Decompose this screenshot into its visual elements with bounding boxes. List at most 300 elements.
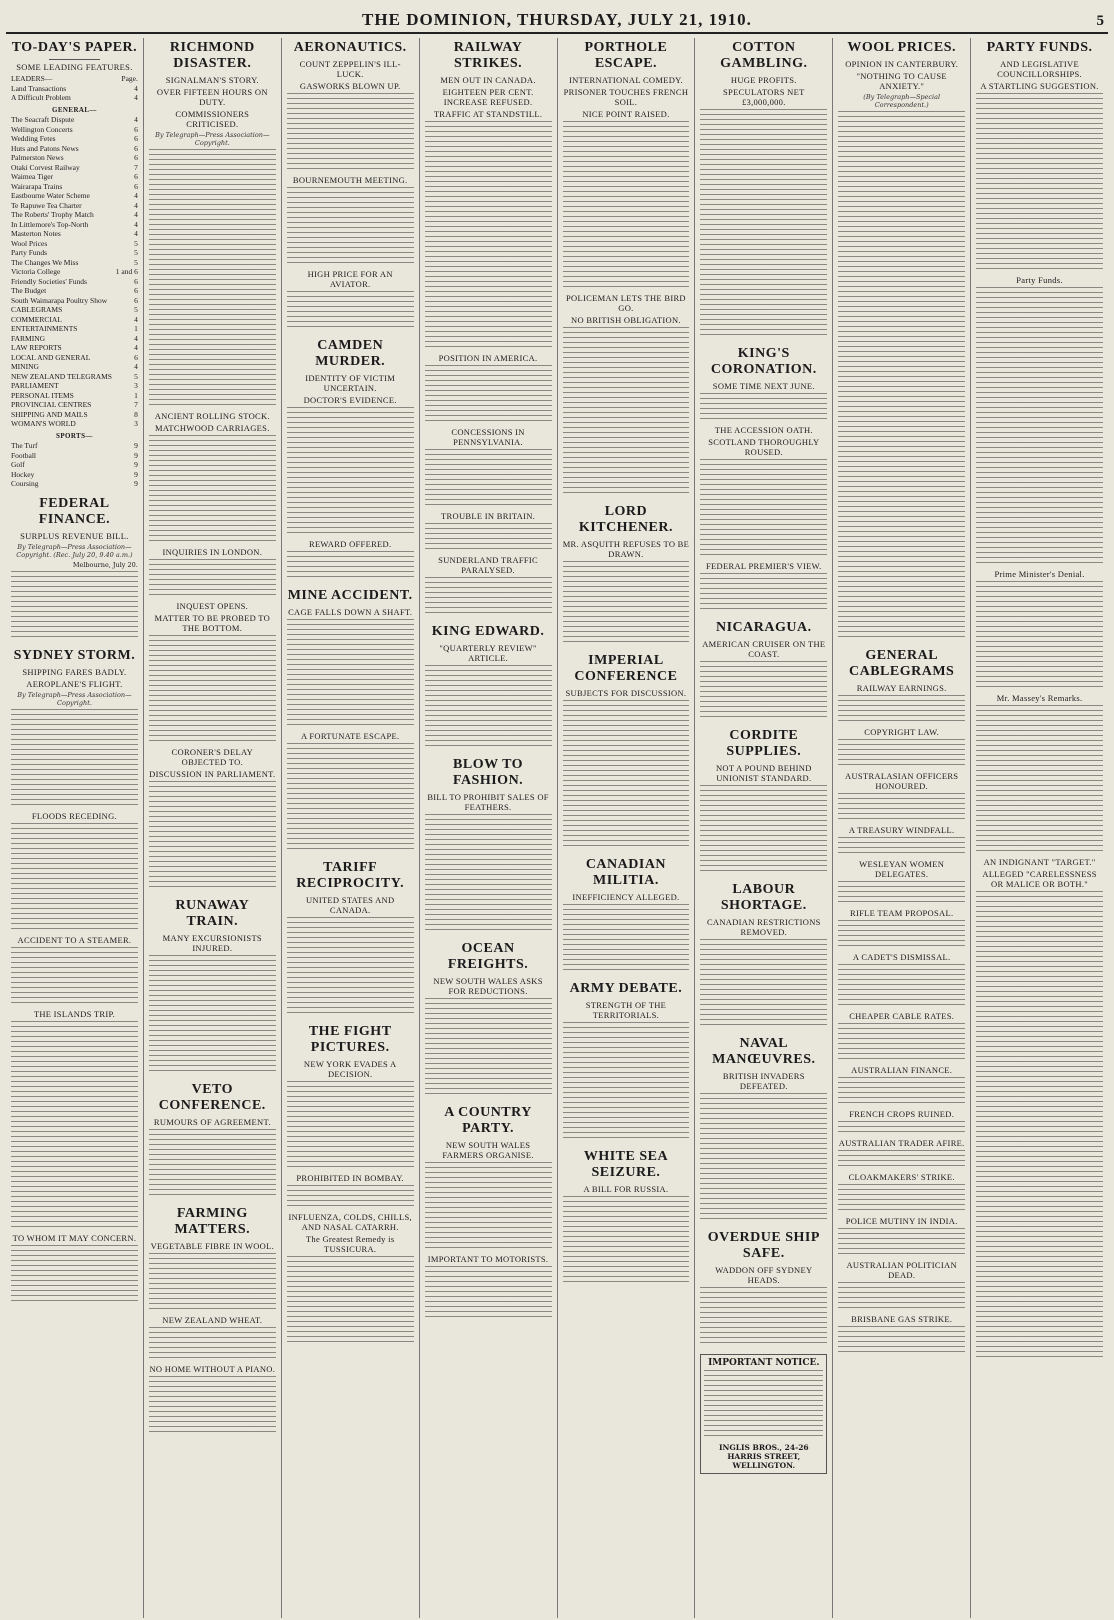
subheading: MR. ASQUITH REFUSES TO BE DRAWN. <box>562 539 690 559</box>
headline: ARMY DEBATE. <box>569 981 683 996</box>
toc-row <box>11 353 138 363</box>
column-6 <box>695 38 833 1618</box>
headline: KING EDWARD. <box>431 624 545 639</box>
toc-page: 7 <box>134 400 138 409</box>
subheading: MEN OUT IN CANADA. <box>440 75 536 85</box>
subheading: WADDON OFF SYDNEY HEADS. <box>715 1265 813 1285</box>
body-text <box>287 1256 414 1346</box>
article-mine-accident <box>287 588 414 853</box>
toc-row <box>11 391 138 401</box>
subheading: POSITION IN AMERICA. <box>438 353 538 363</box>
body-text <box>149 435 276 545</box>
subheading: A BILL FOR RUSSIA. <box>583 1184 669 1194</box>
subheading: HIGH PRICE FOR AN AVIATOR. <box>307 269 393 289</box>
body-text <box>838 1121 965 1136</box>
headline: NAVAL MANŒUVRES. <box>712 1036 816 1067</box>
article-tariff-reciprocity <box>287 860 414 1017</box>
subheading: COPYRIGHT LAW. <box>864 727 940 737</box>
subheading: EIGHTEEN PER CENT. INCREASE REFUSED. <box>442 87 534 107</box>
body-text <box>700 393 827 423</box>
article-party-funds <box>976 40 1103 1361</box>
toc-label: Friendly Societies' Funds <box>11 276 87 286</box>
article-sydney-storm <box>11 648 138 1305</box>
body-text <box>11 709 138 809</box>
toc-subtitle: SOME LEADING FEATURES. <box>16 62 133 72</box>
article-camden-murder <box>287 338 414 581</box>
headline: CAMDEN MURDER. <box>315 338 386 369</box>
subheading: A FORTUNATE ESCAPE. <box>300 731 400 741</box>
column-3 <box>282 38 420 1618</box>
body-text <box>563 327 690 497</box>
masthead-title: THE DOMINION, THURSDAY, JULY 21, 1910. <box>362 10 752 29</box>
toc-title: TO-DAY'S PAPER. <box>11 40 138 55</box>
toc-row <box>11 305 138 315</box>
headline: IMPERIAL CONFERENCE <box>574 653 678 684</box>
body-text <box>149 149 276 409</box>
article-runaway-train <box>149 898 276 1075</box>
headline: PARTY FUNDS. <box>986 40 1093 55</box>
toc-row <box>11 324 138 334</box>
article-ocean-freights <box>425 941 552 1098</box>
headline: COTTON GAMBLING. <box>720 40 808 71</box>
toc-section-heading: SPORTS— <box>56 431 93 440</box>
subheading: PROHIBITED IN BOMBAY. <box>296 1173 404 1183</box>
headline: THE FIGHT PICTURES. <box>308 1024 392 1055</box>
toc-page: 5 <box>134 371 138 381</box>
subheading: RIFLE TEAM PROPOSAL. <box>850 908 954 918</box>
article-kings-coronation <box>700 346 827 613</box>
dateline: By Telegraph—Press Association—Copyright. <box>155 131 270 147</box>
column-1 <box>6 38 144 1618</box>
body-text <box>700 661 827 721</box>
body-text <box>287 551 414 581</box>
body-text <box>838 881 965 906</box>
body-text <box>838 837 965 857</box>
subheading: CAGE FALLS DOWN A SHAFT. <box>288 607 413 617</box>
body-text <box>563 1022 690 1142</box>
headline: CANADIAN MILITIA. <box>585 857 667 888</box>
subheading: FLOODS RECEDING. <box>31 810 117 821</box>
toc-label: South Waimarapa Poultry Show <box>11 295 108 305</box>
toc-row <box>11 296 138 306</box>
subheading: NEW YORK EVADES A DECISION. <box>303 1059 397 1079</box>
toc-label: COMMERCIAL <box>11 314 62 324</box>
article-porthole-escape <box>563 40 690 497</box>
headline: A COUNTRY PARTY. <box>444 1105 532 1136</box>
subheading: SIGNALMAN'S STORY. <box>165 75 259 85</box>
body-text <box>149 781 276 891</box>
article-labour-shortage <box>700 882 827 1029</box>
toc-row <box>11 115 138 125</box>
body-text <box>425 1266 552 1321</box>
body-text <box>838 1228 965 1258</box>
subheading: "NOTHING TO CAUSE ANXIETY." <box>856 71 947 91</box>
toc-page: 6 <box>134 153 138 162</box>
subheading: MANY EXCURSIONISTS INJURED. <box>162 933 262 953</box>
toc-row <box>11 220 138 230</box>
toc-row <box>11 248 138 258</box>
toc-row <box>11 286 138 296</box>
toc-list <box>11 74 138 489</box>
toc-label: The Budget <box>11 286 47 295</box>
toc-row <box>11 191 138 201</box>
toc-page: 4 <box>134 314 138 324</box>
toc-row <box>11 201 138 211</box>
subheading: NICE POINT RAISED. <box>582 109 670 119</box>
body-text <box>838 1023 965 1063</box>
article-king-edward <box>425 624 552 750</box>
subheading: THE ACCESSION OATH. <box>714 425 813 435</box>
subheading: CANADIAN RESTRICTIONS REMOVED. <box>706 917 821 937</box>
toc-label: The Turf <box>11 441 38 450</box>
body-text <box>700 939 827 1029</box>
article-imperial-conference <box>563 653 690 850</box>
toc-page: 7 <box>134 162 138 172</box>
body-text <box>838 1326 965 1356</box>
subheading: INTERNATIONAL COMEDY. <box>568 75 683 85</box>
toc-page: 5 <box>134 305 138 314</box>
body-text <box>149 955 276 1075</box>
subheading: POLICEMAN LETS THE BIRD GO. <box>566 293 686 313</box>
body-text <box>838 739 965 769</box>
subheading: NEW SOUTH WALES ASKS FOR REDUCTIONS. <box>433 976 543 996</box>
toc-page: 6 <box>134 143 138 153</box>
subheading: INQUIRIES IN LONDON. <box>162 547 263 557</box>
masthead <box>6 0 1108 34</box>
subheading: CLOAKMAKERS' STRIKE. <box>848 1172 955 1182</box>
toc-page: 9 <box>134 479 138 488</box>
subheading: OVER FIFTEEN HOURS ON DUTY. <box>156 87 268 107</box>
toc-page: 6 <box>134 124 138 134</box>
toc-label: In Littlemore's Top-North <box>11 219 89 229</box>
body-text <box>563 561 690 646</box>
toc-label: Te Rapuwe Tea Charter <box>11 200 82 210</box>
article-blow-to-fashion <box>425 757 552 934</box>
subheading: REWARD OFFERED. <box>308 539 392 549</box>
body-text <box>976 581 1103 691</box>
subheading: SHIPPING FARES BADLY. <box>22 666 127 677</box>
toc-page: 4 <box>134 229 138 238</box>
article-aeronautics <box>287 40 414 331</box>
toc-row <box>11 125 138 135</box>
subheading: HUGE PROFITS. <box>730 75 797 85</box>
toc-row <box>11 210 138 220</box>
body-text <box>425 365 552 425</box>
body-text <box>425 449 552 509</box>
headline: GENERAL CABLEGRAMS <box>849 648 955 679</box>
dateline: (By Telegraph—Special Correspondent.) <box>863 93 941 109</box>
subheading: AUSTRALIAN TRADER AFIRE. <box>838 1138 965 1148</box>
toc-row <box>11 410 138 420</box>
article-cordite-supplies <box>700 728 827 875</box>
toc-page: 5 <box>134 238 138 248</box>
subheading: The Greatest Remedy is TUSSICURA. <box>305 1234 395 1254</box>
toc-row <box>11 419 138 429</box>
article-federal-finance <box>11 496 138 641</box>
body-text <box>838 1077 965 1107</box>
body-text <box>563 700 690 850</box>
toc-label: Wairarapa Trains <box>11 181 63 191</box>
divider <box>49 59 100 60</box>
toc-row <box>11 229 138 239</box>
article-lord-kitchener <box>563 504 690 646</box>
toc-label: Hockey <box>11 469 35 479</box>
subheading: INQUEST OPENS. <box>176 601 249 611</box>
toc-row <box>11 372 138 382</box>
subheading: NO HOME WITHOUT A PIANO. <box>149 1364 276 1374</box>
toc-row <box>11 144 138 154</box>
headline: AERONAUTICS. <box>293 40 407 55</box>
toc-row <box>11 441 138 451</box>
toc-label: The Seacraft Dispute <box>11 115 75 124</box>
toc-page: 4 <box>134 219 138 229</box>
body-text <box>149 635 276 745</box>
subheading: ALLEGED "CARELESSNESS OR MALICE OR BOTH." <box>982 869 1097 889</box>
subheading: OPINION IN CANTERBURY. <box>845 59 959 69</box>
subheading: FEDERAL PREMIER'S VIEW. <box>706 561 822 571</box>
toc-page: 9 <box>134 460 138 469</box>
toc-row <box>11 84 138 94</box>
body-text <box>149 1253 276 1313</box>
headline: BLOW TO FASHION. <box>452 757 524 788</box>
body-text <box>700 573 827 613</box>
subheading: RAILWAY EARNINGS. <box>856 683 947 693</box>
headline: OVERDUE SHIP SAFE. <box>707 1230 820 1261</box>
toc-label: PROVINCIAL CENTRES <box>11 400 92 409</box>
subheading: MATTER TO BE PROBED TO THE BOTTOM. <box>154 613 271 633</box>
toc-label: NEW ZEALAND TELEGRAMS <box>11 371 112 381</box>
toc-page: 4 <box>134 93 138 102</box>
body-text <box>425 998 552 1098</box>
column-5 <box>558 38 696 1618</box>
article-fight-pictures <box>287 1024 414 1346</box>
headline: FEDERAL FINANCE. <box>38 495 111 527</box>
toc-page: 4 <box>134 210 138 219</box>
toc-label: Coursing <box>11 479 39 488</box>
toc-row <box>11 381 138 391</box>
toc-row <box>11 343 138 353</box>
toc-page: 6 <box>134 295 138 305</box>
body-text <box>563 121 690 291</box>
body-text <box>287 291 414 331</box>
article-cotton-gambling <box>700 40 827 339</box>
headline: TARIFF RECIPROCITY. <box>296 860 405 891</box>
toc-page: 8 <box>134 409 138 419</box>
subheading: Prime Minister's Denial. <box>994 569 1085 579</box>
body-text <box>838 920 965 950</box>
subheading: NO BRITISH OBLIGATION. <box>571 315 681 325</box>
toc-page: 4 <box>134 191 138 200</box>
subheading: INEFFICIENCY ALLEGED. <box>572 892 680 902</box>
toc-label: The Roberts' Trophy Match <box>11 210 94 219</box>
toc-leaders-row <box>11 74 138 84</box>
body-text <box>287 619 414 729</box>
toc-page: 5 <box>134 257 138 267</box>
body-text <box>563 904 690 974</box>
subheading: BILL TO PROHIBIT SALES OF FEATHERS. <box>427 792 549 812</box>
subheading: SCOTLAND THOROUGHLY ROUSED. <box>708 437 820 457</box>
toc-page: 1 and 6 <box>115 267 138 276</box>
body-text <box>287 1081 414 1171</box>
body-text <box>700 1093 827 1223</box>
toc-label: SHIPPING AND MAILS <box>11 409 88 419</box>
body-text <box>976 93 1103 273</box>
subheading: CONCESSIONS IN PENNSYLVANIA. <box>451 427 525 447</box>
subheading: INFLUENZA, COLDS, CHILLS, AND NASAL CATARRH. <box>288 1212 412 1232</box>
body-text <box>149 1327 276 1362</box>
toc-block <box>11 40 138 489</box>
body-text <box>976 287 1103 567</box>
body-text <box>838 964 965 1009</box>
toc-row <box>11 163 138 173</box>
subheading: RUMOURS OF AGREEMENT. <box>153 1117 271 1127</box>
toc-page: 4 <box>134 362 138 371</box>
subheading: AND LEGISLATIVE COUNCILLORSHIPS. <box>997 59 1082 79</box>
body-text <box>838 111 965 641</box>
body-text <box>425 577 552 617</box>
toc-label: Land Transactions <box>11 83 67 93</box>
article-railway-strikes <box>425 40 552 617</box>
subheading: IMPORTANT TO MOTORISTS. <box>427 1254 549 1264</box>
body-text <box>700 109 827 339</box>
body-text <box>425 523 552 553</box>
subheading: ACCIDENT TO A STEAMER. <box>17 934 132 945</box>
toc-label: PERSONAL ITEMS <box>11 390 74 400</box>
toc-label: Wedding Fetes <box>11 134 56 143</box>
subheading: SURPLUS REVENUE BILL. <box>20 530 129 541</box>
article-richmond-disaster <box>149 40 276 891</box>
headline: NICARAGUA. <box>716 620 812 635</box>
toc-label: Otaki Corvest Railway <box>11 162 80 172</box>
toc-row <box>11 153 138 163</box>
advert-important-notice <box>700 1354 827 1474</box>
toc-label: Victoria College <box>11 267 61 276</box>
headline: LORD KITCHENER. <box>578 504 673 535</box>
toc-label: LOCAL AND GENERAL <box>11 352 91 362</box>
headline: MINE ACCIDENT. <box>287 588 413 603</box>
toc-label: Golf <box>11 460 25 469</box>
toc-label: PARLIAMENT <box>11 381 59 390</box>
body-text <box>425 1162 552 1252</box>
toc-label: Waimea Tiger <box>11 172 54 181</box>
headline: RAILWAY STRIKES. <box>453 40 523 71</box>
subheading: BOURNEMOUTH MEETING. <box>292 175 408 185</box>
toc-label: CABLEGRAMS <box>11 305 63 314</box>
article-army-debate <box>563 981 690 1142</box>
toc-page: 4 <box>134 200 138 210</box>
article-general-cablegrams <box>838 648 965 1356</box>
article-white-sea-seizure <box>563 1149 690 1286</box>
subheading: ANCIENT ROLLING STOCK. <box>154 411 270 421</box>
subheading: WESLEYAN WOMEN DELEGATES. <box>859 859 945 879</box>
toc-page: 6 <box>134 181 138 191</box>
toc-label: A Difficult Problem <box>11 93 71 102</box>
toc-page: 9 <box>134 450 138 460</box>
toc-label: Wool Prices <box>11 238 48 248</box>
body-text <box>838 1184 965 1214</box>
headline: CORDITE SUPPLIES. <box>726 728 802 759</box>
toc-row <box>11 460 138 470</box>
article-wool-prices <box>838 40 965 641</box>
toc-row <box>11 134 138 144</box>
subheading: CHEAPER CABLE RATES. <box>849 1011 955 1021</box>
article-overdue-ship <box>700 1230 827 1347</box>
subheading: DISCUSSION IN PARLIAMENT. <box>149 769 276 779</box>
body-text <box>838 1282 965 1312</box>
column-2 <box>144 38 282 1618</box>
headline: PORTHOLE ESCAPE. <box>584 40 668 71</box>
subheading: FRENCH CROPS RUINED. <box>849 1109 955 1119</box>
headline: SYDNEY STORM. <box>13 647 136 663</box>
body-text <box>287 93 414 173</box>
toc-label: The Changes We Miss <box>11 257 79 267</box>
toc-label: WOMAN'S WORLD <box>11 419 76 428</box>
toc-row <box>11 400 138 410</box>
toc-section-heading: GENERAL— <box>52 105 97 114</box>
toc-row <box>11 239 138 249</box>
subheading: BRITISH INVADERS DEFEATED. <box>722 1071 805 1091</box>
body-text <box>11 823 138 933</box>
toc-page: 6 <box>134 172 138 181</box>
toc-page: 6 <box>134 352 138 362</box>
headline: FARMING MATTERS. <box>174 1206 251 1237</box>
toc-label: MINING <box>11 362 39 371</box>
subheading: A TREASURY WINDFALL. <box>848 825 955 835</box>
body-text <box>704 1370 823 1440</box>
body-text <box>11 1245 138 1305</box>
headline: KING'S CORONATION. <box>710 346 817 377</box>
subheading: NEW ZEALAND WHEAT. <box>162 1315 263 1325</box>
subheading: THE ISLANDS TRIP. <box>33 1008 116 1019</box>
toc-label: Palmerston News <box>11 153 64 162</box>
body-text <box>287 917 414 1017</box>
subheading: AN INDIGNANT "TARGET." <box>983 857 1096 867</box>
toc-page: 6 <box>134 134 138 143</box>
toc-row <box>11 258 138 268</box>
subheading: COMMISSIONERS CRITICISED. <box>175 109 250 129</box>
subheading: VEGETABLE FIBRE IN WOOL. <box>150 1241 275 1251</box>
toc-row <box>11 362 138 372</box>
subheading: MATCHWOOD CARRIAGES. <box>155 423 270 433</box>
subheading: AEROPLANE'S FLIGHT. <box>26 678 123 689</box>
toc-label: Party Funds <box>11 248 48 257</box>
toc-page: 6 <box>134 286 138 295</box>
subheading: CORONER'S DELAY OBJECTED TO. <box>171 747 254 767</box>
toc-page: 9 <box>134 441 138 450</box>
toc-page-label: Page. <box>121 74 138 83</box>
subheading: STRENGTH OF THE TERRITORIALS. <box>585 1000 667 1020</box>
article-country-party <box>425 1105 552 1321</box>
body-text <box>11 947 138 1007</box>
subheading: GASWORKS BLOWN UP. <box>299 81 401 91</box>
body-text <box>563 1196 690 1286</box>
toc-label: Football <box>11 450 37 460</box>
body-text <box>287 1185 414 1210</box>
dateline: By Telegraph—Press Association—Copyright. (Rec. July 20, 9.40 a.m.) <box>16 542 133 559</box>
body-text <box>700 785 827 875</box>
toc-label: Wellington Concerts <box>11 124 73 134</box>
toc-page: 3 <box>134 419 138 428</box>
headline: WOOL PRICES. <box>847 40 957 55</box>
subheading: COUNT ZEPPELIN'S ILL-LUCK. <box>299 59 401 79</box>
article-nicaragua <box>700 620 827 721</box>
subheading: AUSTRALASIAN OFFICERS HONOURED. <box>845 771 959 791</box>
dateline: By Telegraph—Press Association—Copyright. <box>17 690 132 707</box>
subheading: BRISBANE GAS STRIKE. <box>851 1314 953 1324</box>
columns <box>6 38 1108 1618</box>
toc-page: 5 <box>134 248 138 257</box>
notice-footer: INGLIS BROS., 24-26 HARRIS STREET, WELLINGTON. <box>718 1443 809 1470</box>
